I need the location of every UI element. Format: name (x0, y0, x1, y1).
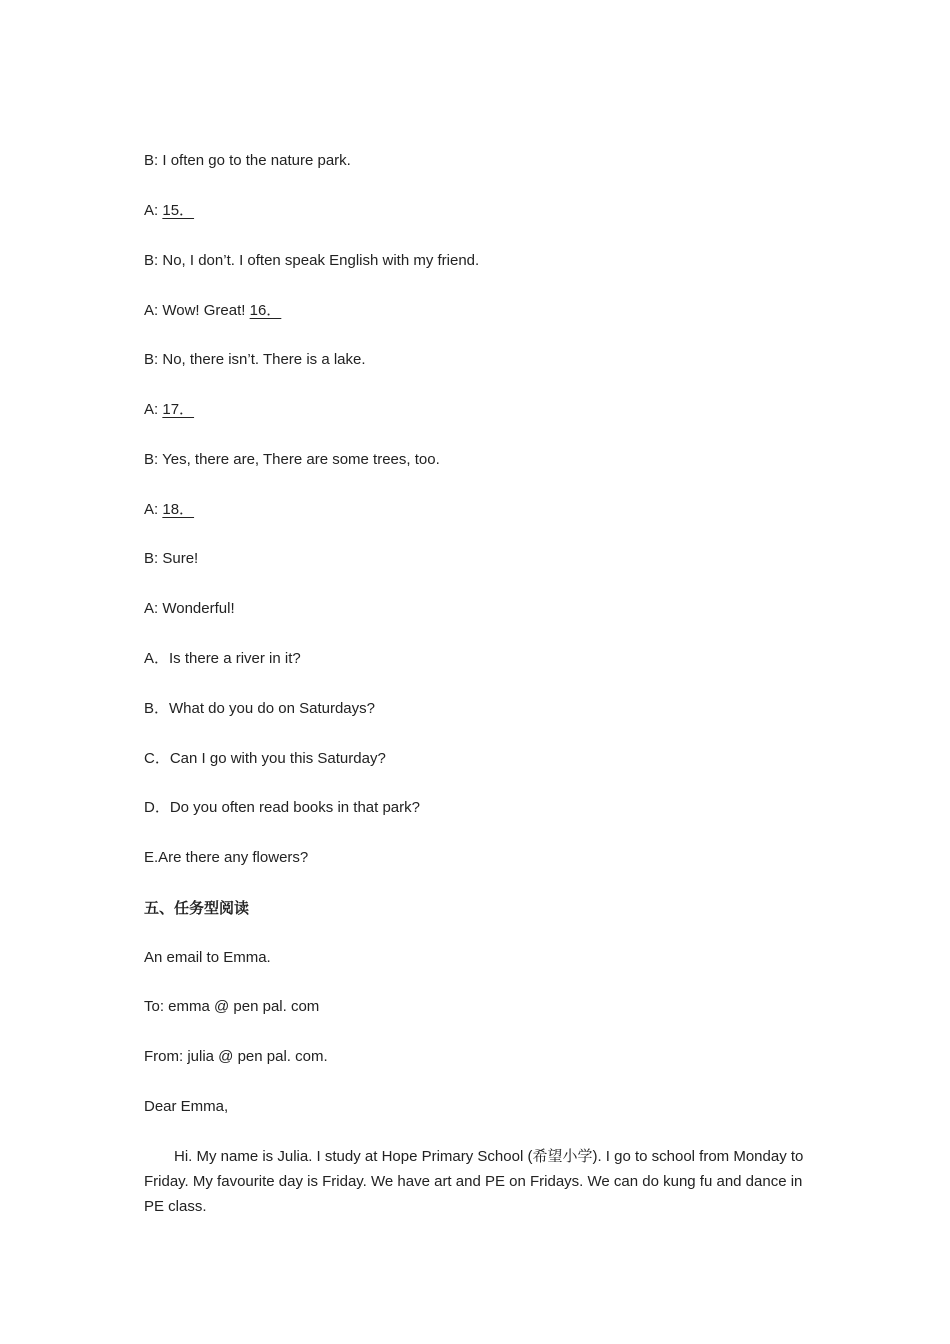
option-b: B．What do you do on Saturdays? (144, 700, 375, 717)
answer-blank-16: 16． (249, 302, 282, 319)
dialogue-text: No, I don’t. I often speak English with my friend. (162, 252, 480, 269)
dialogue-line (144, 251, 479, 271)
dialogue-line (144, 350, 366, 370)
dialogue-line (144, 301, 281, 321)
answer-blank-18: 18． (162, 501, 195, 518)
dialogue-text: Wow! Great! (162, 302, 246, 319)
dialogue-line (144, 500, 194, 520)
dialogue-line (144, 201, 194, 221)
dialogue-line (144, 549, 198, 569)
speaker-label: B: (144, 252, 159, 269)
dialogue-line (144, 450, 440, 470)
email-body: Hi. My name is Julia. I study at Hope Primary School (希望小学). I go to school from Monday to Friday. My favourite day is Friday. We have art and PE on Fridays. We can do kung fu and dance in PE class. (144, 1148, 804, 1215)
dialogue-text: Wonderful! (162, 600, 235, 617)
dialogue-text: Sure! (162, 550, 199, 567)
speaker-label: B: (144, 451, 159, 468)
speaker-label: B: (144, 550, 159, 567)
dialogue-line (144, 400, 194, 420)
speaker-label: A: (144, 401, 159, 418)
email-from: From: julia @ pen pal. com. (144, 1048, 328, 1065)
option-e: E.Are there any flowers? (144, 849, 309, 866)
option-a: A．Is there a river in it? (144, 650, 301, 667)
answer-blank-15: 15． (162, 202, 195, 219)
speaker-label: B: (144, 152, 159, 169)
section-heading: 五、任务型阅读 (144, 899, 250, 917)
email-greeting: Dear Emma, (144, 1098, 229, 1115)
email-to: To: emma @ pen pal. com (144, 998, 320, 1015)
dialogue-text: I often go to the nature park. (162, 152, 351, 169)
speaker-label: B: (144, 351, 159, 368)
option-c: C．Can I go with you this Saturday? (144, 750, 386, 767)
dialogue-line (144, 151, 351, 171)
speaker-label: A: (144, 600, 159, 617)
dialogue-line (144, 599, 235, 619)
speaker-label: A: (144, 202, 159, 219)
option-d: D．Do you often read books in that park? (144, 799, 420, 816)
email-intro: An email to Emma. (144, 949, 271, 966)
speaker-label: A: (144, 501, 159, 518)
answer-blank-17: 17． (162, 401, 195, 418)
dialogue-text: Yes, there are, There are some trees, too. (162, 451, 440, 468)
speaker-label: A: (144, 302, 159, 319)
dialogue-text: No, there isn’t. There is a lake. (162, 351, 366, 368)
